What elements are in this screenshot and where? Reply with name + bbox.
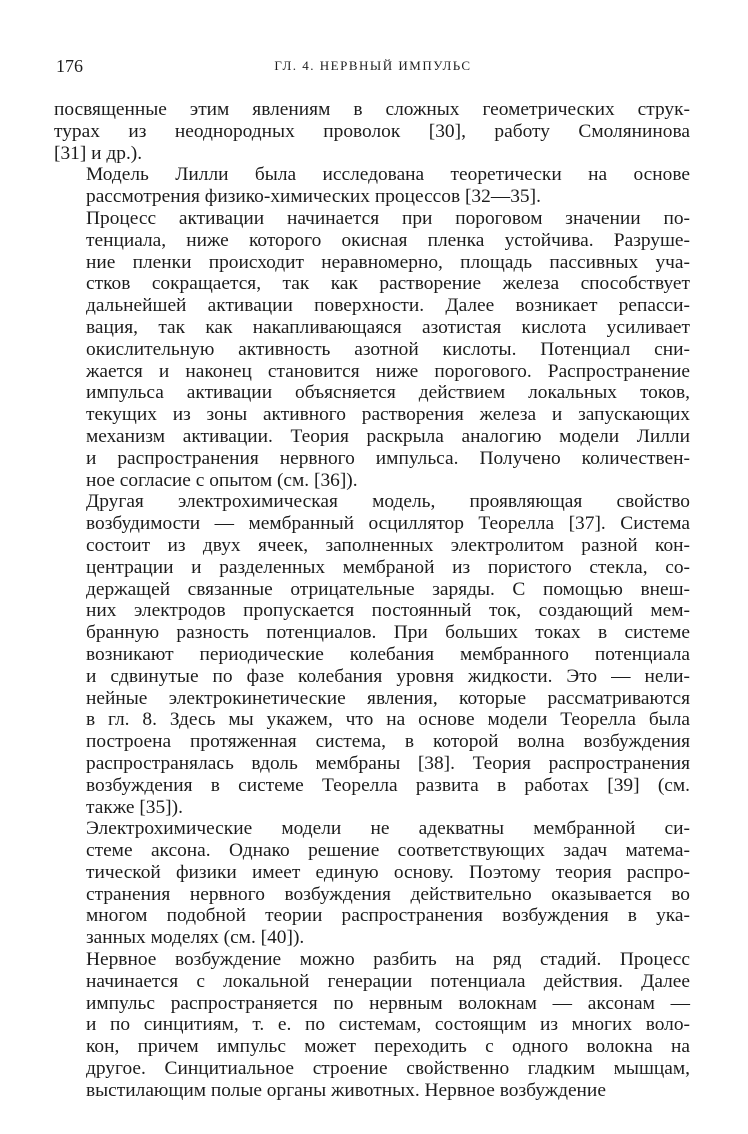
page-number: 176: [56, 56, 83, 76]
text-line: текущих из зоны активного растворения железа и запускающих: [86, 404, 690, 426]
text-line: возбудимости — мембранный осциллятор Теорелла [37]. Система: [86, 513, 690, 535]
paragraph: [54, 99, 690, 164]
paragraph: [54, 208, 690, 491]
text-line: занных моделях (см. [40]).: [86, 927, 305, 949]
text-line: посвященные этим явлениям в сложных геометрических струк-: [54, 99, 690, 120]
text-line: кон, причем импульс может переходить с одного волокна на: [86, 1036, 690, 1058]
text-line: них электродов пропускается постоянный ток, создающий мем-: [86, 600, 690, 622]
text-line: и распространения нервного импульса. Получено количествен-: [86, 447, 690, 469]
text-line: состоит из двух ячеек, заполненных электролитом разной кон-: [86, 534, 690, 556]
text-line: механизм активации. Теория раскрыла аналогию модели Лилли: [86, 425, 690, 447]
paragraph: [54, 491, 690, 818]
paragraph: [54, 949, 690, 1102]
text-line: держащей связанные отрицательные заряды. С помощью внеш-: [86, 578, 690, 600]
text-line: рассмотрения физико-химических процессов [32—35].: [86, 186, 541, 208]
text-line: распространялась вдоль мембраны [38]. Теория распространения: [86, 752, 690, 774]
text-line: импульс распространяется по нервным волокнам — аксонам —: [86, 992, 690, 1014]
text-line: и сдвинутые по фазе колебания уровня жидкости. Это — нели-: [86, 665, 690, 687]
text-line: стков сокращается, так как растворение железа способствует: [86, 273, 690, 295]
text-line: турах из неоднородных проволок [30], работу Смолянинова: [54, 120, 690, 142]
page-header: [56, 56, 690, 78]
text-line: жается и наконец становится ниже порогового. Распространение: [86, 360, 690, 382]
text-line: ние пленки происходит неравномерно, площадь пассивных уча-: [86, 251, 690, 273]
text-line: [31] и др.).: [54, 142, 143, 164]
text-line: также [35]).: [86, 796, 183, 818]
text-line: начинается с локальной генерации потенциала действия. Далее: [86, 970, 690, 992]
text-line: центрации и разделенных мембраной из пористого стекла, со-: [86, 556, 690, 578]
text-line: Нервное возбуждение можно разбить на ряд стадий. Процесс: [86, 949, 690, 971]
text-line: построена протяженная система, в которой волна возбуждения: [86, 731, 690, 753]
paragraph: [54, 818, 690, 949]
text-line: ное согласие с опытом (см. [36]).: [86, 469, 358, 491]
text-line: бранную разность потенциалов. При больших токах в системе: [86, 622, 690, 644]
running-head: ГЛ. 4. НЕРВНЫЙ ИМПУЛЬС: [274, 58, 472, 73]
text-line: в гл. 8. Здесь мы укажем, что на основе модели Теорелла была: [86, 709, 690, 731]
text-line: многом подобной теории распространения возбуждения в ука-: [86, 905, 690, 927]
text-line: Электрохимические модели не адекватны мембранной си-: [86, 818, 690, 840]
text-line: Модель Лилли была исследована теоретически на основе: [86, 164, 690, 186]
paragraph: [54, 164, 690, 208]
text-line: тенциала, ниже которого окисная пленка устойчива. Разруше-: [86, 229, 690, 251]
text-line: вация, так как накапливающаяся азотистая кислота усиливает: [86, 316, 690, 338]
text-line: окислительную активность азотной кислоты. Потенциал сни-: [86, 338, 690, 360]
text-line: Процесс активации начинается при пороговом значении по-: [86, 207, 690, 229]
body-text: [54, 99, 690, 1102]
text-line: выстилающим полые органы животных. Нервное возбуждение: [86, 1079, 606, 1101]
text-line: странения нервного возбуждения действительно оказывается во: [86, 883, 690, 905]
text-line: дальнейшей активации поверхности. Далее возникает репасси-: [86, 295, 690, 317]
text-line: Другая электрохимическая модель, проявляющая свойство: [86, 491, 690, 513]
text-line: возбуждения в системе Теорелла развита в работах [39] (см.: [86, 774, 690, 796]
text-line: импульса активации объясняется действием локальных токов,: [86, 382, 690, 404]
text-line: стеме аксона. Однако решение соответствующих задач матема-: [86, 840, 690, 862]
text-line: другое. Синцитиальное строение свойственно гладким мышцам,: [86, 1058, 690, 1080]
text-line: и по синцитиям, т. е. по системам, состоящим из многих воло-: [86, 1014, 690, 1036]
text-line: возникают периодические колебания мембранного потенциала: [86, 643, 690, 665]
text-line: нейные электрокинетические явления, которые рассматриваются: [86, 687, 690, 709]
text-line: тической физики имеет единую основу. Поэтому теория распро-: [86, 861, 690, 883]
